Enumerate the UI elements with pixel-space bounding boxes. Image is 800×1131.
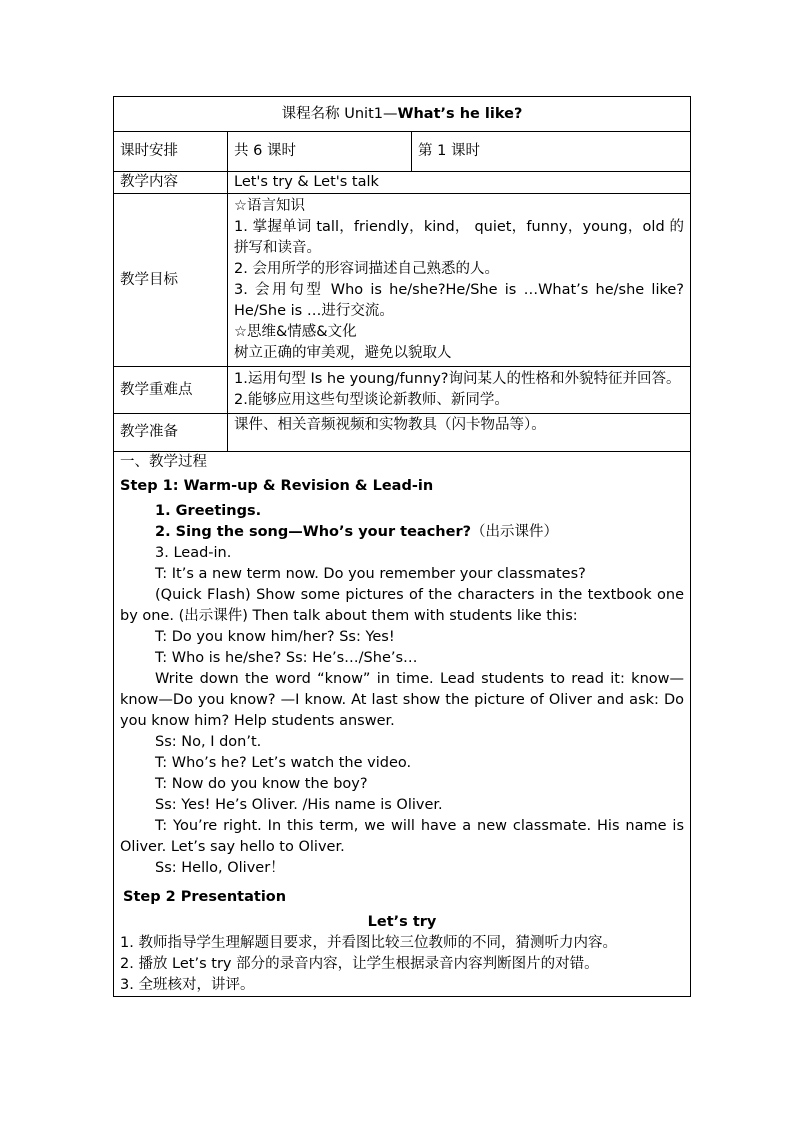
- lead-in-line: 3. Lead-in.: [155, 545, 232, 561]
- key-points-label: 教学重难点: [114, 367, 228, 414]
- sing-line: [120, 522, 684, 543]
- goals-line: 树立正确的审美观，避免以貌取人: [234, 345, 452, 361]
- goals-line: 1. 掌握单词 tall，friendly，kind， quiet，funny，young，old 的拼写和读音。: [234, 219, 684, 256]
- goals-line: ☆思维&情感&文化: [234, 324, 357, 340]
- title-row: [114, 97, 691, 132]
- course-title-bold: What’s he like?: [397, 105, 523, 122]
- now-line: T: Now do you know the boy?: [155, 776, 368, 792]
- process-heading: 一、教学过程: [120, 454, 207, 470]
- try-item: 1. 教师指导学生理解题目要求，并看图比较三位教师的不同，猜测听力内容。: [120, 935, 617, 951]
- goals-line: ☆语言知识: [234, 198, 305, 214]
- course-title: [114, 97, 691, 132]
- right-paragraph: T: You’re right. In this term, we will have a new classmate. His name is Oliver. Let’s say hello to Oliver.: [120, 818, 684, 855]
- step2-title: Step 2 Presentation: [123, 889, 287, 905]
- whos-line: T: Who’s he? Let’s watch the video.: [155, 755, 412, 771]
- try-item: 2. 播放 Let’s try 部分的录音内容，让学生根据录音内容判断图片的对错。: [120, 956, 599, 972]
- goals-line: 3. 会用句型 Who is he/she?He/She is …What’s he/she like? He/She is …进行交流。: [234, 282, 684, 319]
- preparation-value: 课件、相关音频视频和实物教具（闪卡物品等）。: [228, 414, 691, 452]
- course-title-prefix: 课程名称 Unit1—: [281, 105, 398, 122]
- quick-flash-paragraph: (Quick Flash) Show some pictures of the characters in the textbook one by one. (出示课件) Then talk about them with students like this:: [120, 587, 684, 624]
- process-content: [114, 452, 691, 997]
- lesson-plan-table: [113, 96, 691, 997]
- schedule-current: 第 1 课时: [412, 132, 691, 172]
- key-point-line: 2.能够应用这些句型谈论新教师、新同学。: [234, 392, 509, 408]
- content-value: Let's try & Let's talk: [228, 172, 691, 194]
- content-row: [114, 172, 691, 194]
- preparation-label: 教学准备: [114, 414, 228, 452]
- who-line: T: Who is he/she? Ss: He’s…/She’s…: [155, 650, 418, 666]
- preparation-row: [114, 414, 691, 452]
- ss-hello-line: Ss: Hello, Oliver！: [155, 860, 285, 876]
- schedule-total: 共 6 课时: [228, 132, 412, 172]
- goals-label: 教学目标: [114, 194, 228, 367]
- write-down-paragraph: Write down the word “know” in time. Lead students to read it: know—know—Do you know? —I know. At last show the picture of Oliver and ask: Do you know him? Help students answer.: [120, 671, 684, 729]
- goals-line: 2. 会用所学的形容词描述自己熟悉的人。: [234, 261, 499, 277]
- schedule-label: 课时安排: [114, 132, 228, 172]
- goals-content: [228, 194, 691, 367]
- lets-try-title: Let’s try: [367, 914, 437, 930]
- sing-title: 2. Sing the song—Who’s your teacher?: [155, 524, 472, 540]
- try-item: 3. 全班核对，讲评。: [120, 977, 255, 993]
- key-points-content: [228, 367, 691, 414]
- new-term-line: T: It’s a new term now. Do you remember your classmates?: [155, 566, 586, 582]
- key-points-row: [114, 367, 691, 414]
- ss-no-line: Ss: No, I don’t.: [155, 734, 262, 750]
- process-row: [114, 452, 691, 997]
- greetings-line: 1. Greetings.: [155, 503, 262, 519]
- schedule-row: [114, 132, 691, 172]
- ss-yes-line: Ss: Yes! He’s Oliver. /His name is Oliver.: [155, 797, 443, 813]
- content-label: 教学内容: [114, 172, 228, 194]
- step1-title: Step 1: Warm-up & Revision & Lead-in: [120, 478, 434, 494]
- know-line: T: Do you know him/her? Ss: Yes!: [155, 629, 395, 645]
- key-point-line: 1.运用句型 Is he young/funny?询问某人的性格和外貌特征并回答。: [234, 371, 681, 387]
- goals-row: [114, 194, 691, 367]
- sing-note: （出示课件）: [471, 524, 559, 540]
